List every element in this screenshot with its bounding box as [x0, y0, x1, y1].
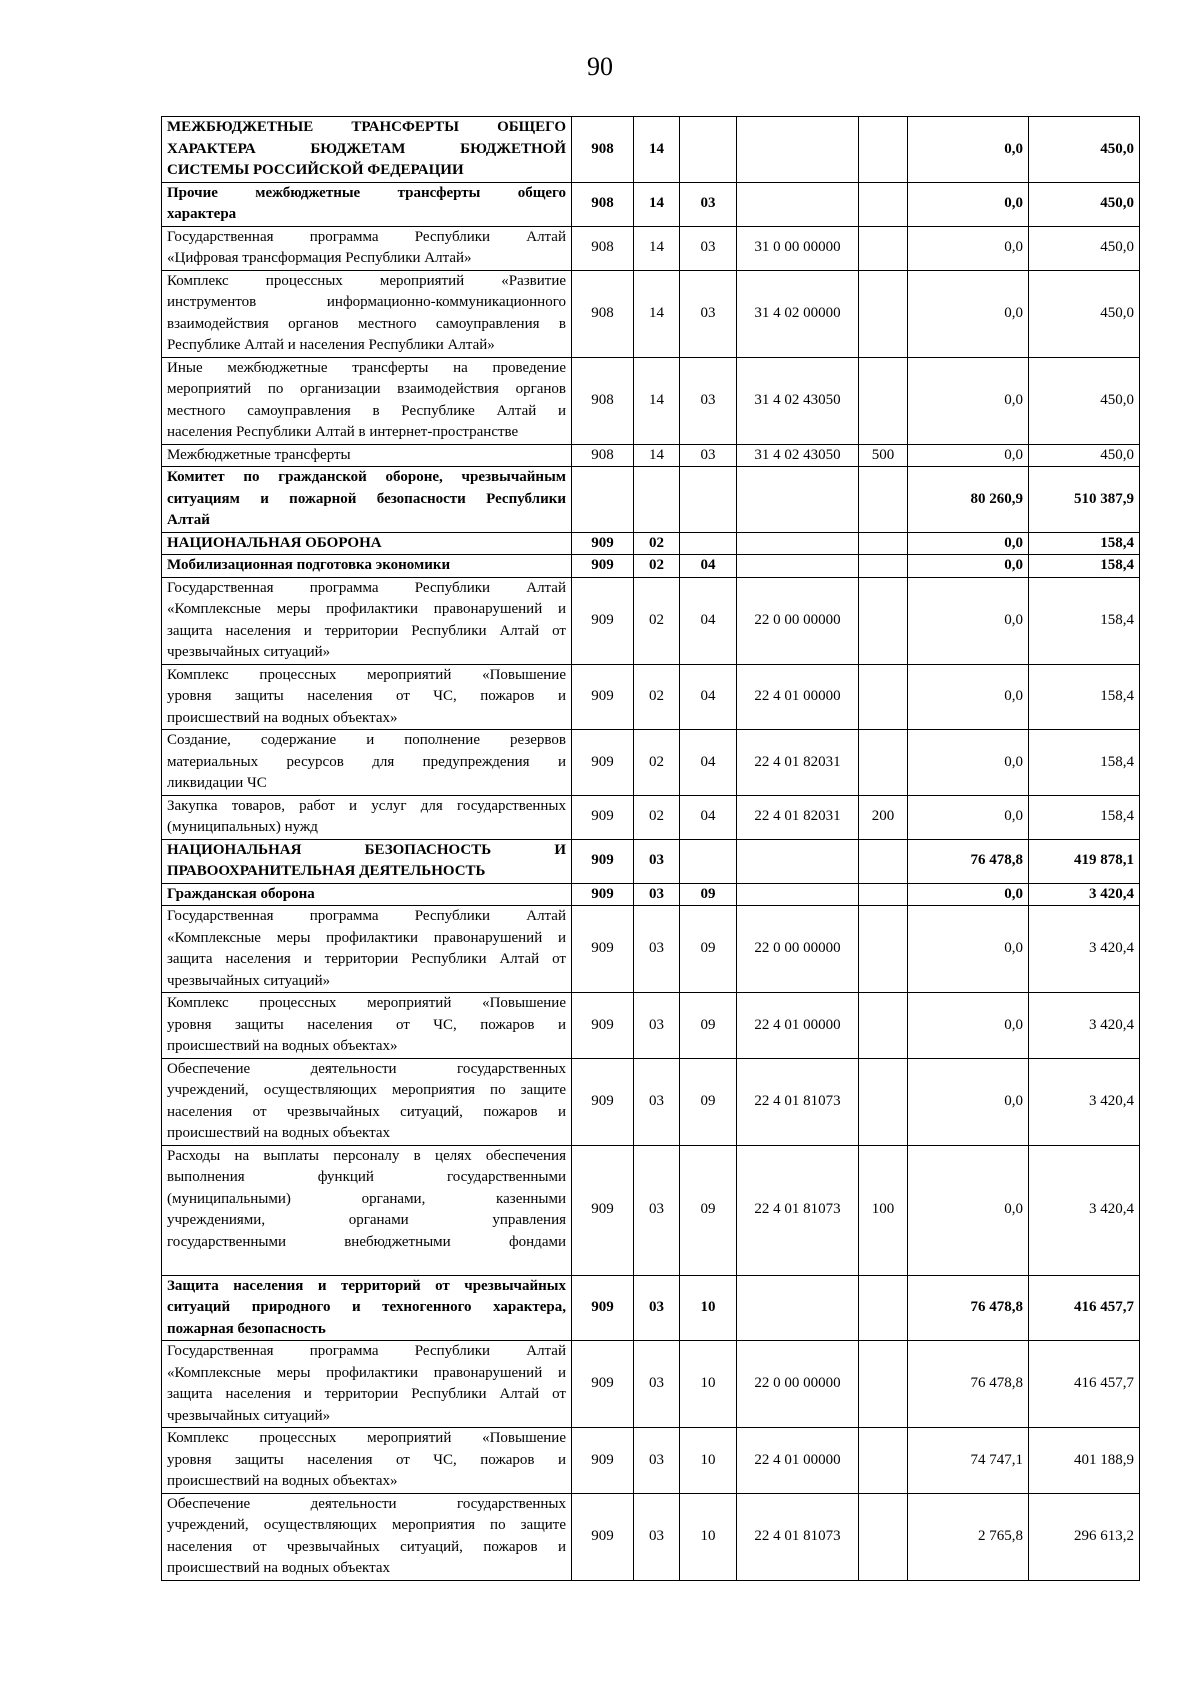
row-name — [162, 532, 572, 555]
row-gr: 909 — [572, 1145, 634, 1275]
row-name-line: Гражданская оборона — [167, 885, 315, 902]
row-pr: 10 — [680, 1341, 737, 1428]
row-rz: 03 — [634, 883, 680, 906]
row-value-2024: 0,0 — [908, 993, 1029, 1059]
row-value-2025: 3 420,4 — [1029, 1145, 1140, 1275]
row-name-line: происшествий на водных объектах — [167, 1125, 391, 1141]
row-name-line: ликвидации ЧС — [167, 775, 267, 791]
row-vr — [859, 1493, 908, 1580]
row-pr: 09 — [680, 883, 737, 906]
row-value-2024: 0,0 — [908, 1145, 1029, 1275]
row-name-line: учреждений, осуществляющих мероприятия по защите — [167, 1517, 566, 1533]
row-csr: 31 4 02 00000 — [737, 270, 859, 357]
row-rz: 14 — [634, 226, 680, 270]
row-gr: 908 — [572, 226, 634, 270]
row-gr: 909 — [572, 1058, 634, 1145]
row-name-line: Республике Алтай и населения Республики Алтай» — [167, 337, 495, 353]
row-name-line: Прочие межбюджетные трансферты общего — [167, 184, 566, 201]
row-value-2024: 76 478,8 — [908, 1275, 1029, 1341]
row-rz: 03 — [634, 839, 680, 883]
row-rz: 02 — [634, 795, 680, 839]
row-rz: 03 — [634, 906, 680, 993]
row-value-2025: 450,0 — [1029, 226, 1140, 270]
row-name-line — [167, 1253, 566, 1275]
row-gr: 909 — [572, 1275, 634, 1341]
row-value-2024: 0,0 — [908, 1058, 1029, 1145]
row-rz: 03 — [634, 1341, 680, 1428]
row-gr: 909 — [572, 1428, 634, 1494]
row-csr: 22 4 01 00000 — [737, 664, 859, 730]
row-rz: 14 — [634, 270, 680, 357]
row-name-line: Межбюджетные трансферты — [167, 446, 351, 463]
row-csr: 31 0 00 00000 — [737, 226, 859, 270]
row-name-line: Государственная программа Республики Алтай — [167, 908, 566, 924]
row-name-line: Комплекс процессных мероприятий «Повышение — [167, 1430, 566, 1446]
row-pr: 09 — [680, 1145, 737, 1275]
table-row — [162, 532, 1140, 555]
row-name-line: «Комплексные меры профилактики правонарушений и — [167, 601, 566, 617]
row-name-line: уровня защиты населения от ЧС, пожаров и — [167, 1016, 566, 1033]
row-vr — [859, 883, 908, 906]
row-vr — [859, 182, 908, 226]
row-csr — [737, 555, 859, 578]
row-name-line: Государственная программа Республики Алтай — [167, 579, 566, 596]
row-vr — [859, 906, 908, 993]
row-name-line: «Цифровая трансформация Республики Алтай» — [167, 250, 472, 266]
row-name-line: материальных ресурсов для предупреждения и — [167, 753, 566, 770]
row-csr — [737, 883, 859, 906]
row-gr: 909 — [572, 993, 634, 1059]
row-name — [162, 883, 572, 906]
row-rz: 03 — [634, 1493, 680, 1580]
row-rz: 14 — [634, 357, 680, 444]
row-pr — [680, 467, 737, 533]
row-csr: 22 4 01 00000 — [737, 1428, 859, 1494]
row-pr — [680, 532, 737, 555]
row-rz: 03 — [634, 993, 680, 1059]
row-name-line: НАЦИОНАЛЬНАЯ БЕЗОПАСНОСТЬ И — [167, 841, 566, 858]
row-vr: 500 — [859, 444, 908, 467]
row-name — [162, 993, 572, 1059]
row-value-2025: 158,4 — [1029, 577, 1140, 664]
row-name — [162, 1275, 572, 1341]
row-vr — [859, 1341, 908, 1428]
row-name-line: учреждениями, органами управления — [167, 1212, 566, 1228]
row-vr — [859, 730, 908, 796]
row-value-2025: 158,4 — [1029, 532, 1140, 555]
row-vr — [859, 577, 908, 664]
row-value-2025: 401 188,9 — [1029, 1428, 1140, 1494]
table-row — [162, 993, 1140, 1059]
row-name-line: населения от чрезвычайных ситуаций, пожаров и — [167, 1103, 566, 1120]
row-rz: 02 — [634, 532, 680, 555]
row-value-2024: 0,0 — [908, 444, 1029, 467]
row-name — [162, 1058, 572, 1145]
row-rz: 02 — [634, 730, 680, 796]
row-value-2025: 450,0 — [1029, 182, 1140, 226]
row-name-line: Государственная программа Республики Алтай — [167, 228, 566, 245]
row-name-line: населения Республики Алтай в интернет-пространстве — [167, 424, 519, 440]
row-rz: 14 — [634, 117, 680, 183]
row-value-2024: 0,0 — [908, 883, 1029, 906]
page-number: 90 — [587, 52, 613, 81]
row-value-2024: 76 478,8 — [908, 839, 1029, 883]
row-name-line: Комитет по гражданской обороне, чрезвычайным — [167, 469, 566, 485]
row-csr: 22 4 01 81073 — [737, 1493, 859, 1580]
row-name — [162, 182, 572, 226]
row-vr — [859, 1428, 908, 1494]
row-name-line: (муниципальных) нужд — [167, 819, 318, 835]
row-pr: 10 — [680, 1275, 737, 1341]
row-value-2025: 450,0 — [1029, 444, 1140, 467]
row-vr — [859, 1275, 908, 1341]
row-name-line: инструментов информационно-коммуникационного — [167, 294, 566, 310]
row-value-2024: 80 260,9 — [908, 467, 1029, 533]
budget-table — [161, 116, 1140, 1581]
row-name — [162, 555, 572, 578]
row-csr: 22 4 01 81073 — [737, 1145, 859, 1275]
row-value-2025: 158,4 — [1029, 795, 1140, 839]
table-row — [162, 883, 1140, 906]
row-name-line: населения от чрезвычайных ситуаций, пожаров и — [167, 1538, 566, 1555]
row-name-line: происшествий на водных объектах» — [167, 1038, 398, 1054]
row-gr: 909 — [572, 1493, 634, 1580]
row-value-2024: 0,0 — [908, 357, 1029, 444]
table-row — [162, 1493, 1140, 1580]
row-name-line: СИСТЕМЫ РОССИЙСКОЙ ФЕДЕРАЦИИ — [167, 162, 464, 178]
row-name-line: выполнения функций государственными — [167, 1169, 566, 1185]
row-gr: 909 — [572, 795, 634, 839]
row-rz: 02 — [634, 577, 680, 664]
row-csr: 22 0 00 00000 — [737, 577, 859, 664]
row-gr: 909 — [572, 555, 634, 578]
row-vr — [859, 555, 908, 578]
row-value-2024: 0,0 — [908, 270, 1029, 357]
row-csr — [737, 182, 859, 226]
row-value-2024: 0,0 — [908, 555, 1029, 578]
row-gr: 909 — [572, 664, 634, 730]
row-gr: 908 — [572, 444, 634, 467]
row-name — [162, 357, 572, 444]
row-pr: 03 — [680, 182, 737, 226]
row-gr: 909 — [572, 577, 634, 664]
row-name-line: чрезвычайных ситуаций» — [167, 972, 331, 989]
table-row — [162, 577, 1140, 664]
row-vr — [859, 993, 908, 1059]
row-vr — [859, 664, 908, 730]
row-rz — [634, 467, 680, 533]
row-csr — [737, 532, 859, 555]
row-pr: 04 — [680, 795, 737, 839]
table-row — [162, 357, 1140, 444]
row-pr: 03 — [680, 444, 737, 467]
row-name-line: ситуаций природного и техногенного характера, — [167, 1299, 566, 1315]
row-name — [162, 270, 572, 357]
row-csr: 22 4 01 81073 — [737, 1058, 859, 1145]
row-value-2025: 416 457,7 — [1029, 1341, 1140, 1428]
row-value-2024: 0,0 — [908, 795, 1029, 839]
row-name-line: уровня защиты населения от ЧС, пожаров и — [167, 688, 566, 704]
row-name-line: «Комплексные меры профилактики правонарушений и — [167, 1364, 566, 1381]
row-name-line: Комплекс процессных мероприятий «Повышение — [167, 666, 566, 683]
row-rz: 02 — [634, 555, 680, 578]
row-value-2024: 0,0 — [908, 906, 1029, 993]
row-name-line: ПРАВООХРАНИТЕЛЬНАЯ ДЕЯТЕЛЬНОСТЬ — [167, 863, 486, 879]
row-csr: 22 4 01 82031 — [737, 730, 859, 796]
row-value-2025: 3 420,4 — [1029, 906, 1140, 993]
row-value-2024: 2 765,8 — [908, 1493, 1029, 1580]
row-name — [162, 730, 572, 796]
row-vr — [859, 117, 908, 183]
row-name-line: взаимодействия органов местного самоуправления в — [167, 315, 566, 332]
row-name-line: защита населения и территории Республики Алтай от — [167, 622, 566, 639]
row-name — [162, 467, 572, 533]
row-rz: 14 — [634, 182, 680, 226]
table-row — [162, 226, 1140, 270]
row-name — [162, 906, 572, 993]
row-gr — [572, 467, 634, 533]
row-value-2025: 158,4 — [1029, 555, 1140, 578]
row-value-2024: 0,0 — [908, 182, 1029, 226]
row-gr: 909 — [572, 1341, 634, 1428]
row-gr: 908 — [572, 117, 634, 183]
row-vr — [859, 270, 908, 357]
row-name — [162, 1428, 572, 1494]
row-name — [162, 117, 572, 183]
row-value-2025: 510 387,9 — [1029, 467, 1140, 533]
row-vr — [859, 532, 908, 555]
row-name-line: Алтай — [167, 512, 210, 528]
table-row — [162, 1341, 1140, 1428]
row-name-line: мероприятий по организации взаимодействия органов — [167, 381, 566, 397]
row-pr: 09 — [680, 993, 737, 1059]
row-name — [162, 1341, 572, 1428]
row-name — [162, 1145, 572, 1275]
row-value-2025: 158,4 — [1029, 730, 1140, 796]
row-pr: 10 — [680, 1493, 737, 1580]
row-name-line: местного самоуправления в Республике Алтай и — [167, 402, 566, 419]
row-name-line: характера — [167, 206, 237, 222]
row-name — [162, 226, 572, 270]
row-pr: 04 — [680, 730, 737, 796]
row-value-2024: 76 478,8 — [908, 1341, 1029, 1428]
table-row — [162, 117, 1140, 183]
row-csr — [737, 117, 859, 183]
row-name-line: (муниципальными) органами, казенными — [167, 1190, 566, 1207]
row-name-line: Закупка товаров, работ и услуг для государственных — [167, 797, 566, 814]
row-value-2024: 0,0 — [908, 730, 1029, 796]
row-csr: 22 4 01 82031 — [737, 795, 859, 839]
row-value-2025: 416 457,7 — [1029, 1275, 1140, 1341]
row-name-line: учреждений, осуществляющих мероприятия по защите — [167, 1082, 566, 1098]
row-rz: 14 — [634, 444, 680, 467]
row-pr: 09 — [680, 1058, 737, 1145]
table-row — [162, 1058, 1140, 1145]
row-value-2024: 0,0 — [908, 664, 1029, 730]
row-name — [162, 839, 572, 883]
table-row — [162, 467, 1140, 533]
table-row — [162, 1428, 1140, 1494]
row-value-2025: 3 420,4 — [1029, 993, 1140, 1059]
row-value-2025: 158,4 — [1029, 664, 1140, 730]
row-gr: 909 — [572, 730, 634, 796]
row-csr: 31 4 02 43050 — [737, 444, 859, 467]
row-pr: 03 — [680, 270, 737, 357]
row-pr: 03 — [680, 226, 737, 270]
row-rz: 03 — [634, 1145, 680, 1275]
row-rz: 03 — [634, 1058, 680, 1145]
row-vr: 200 — [859, 795, 908, 839]
row-name-line: «Комплексные меры профилактики правонарушений и — [167, 929, 566, 946]
row-vr — [859, 1058, 908, 1145]
row-name-line: происшествий на водных объектах — [167, 1560, 391, 1576]
table-row — [162, 839, 1140, 883]
row-pr: 04 — [680, 555, 737, 578]
row-csr: 22 0 00 00000 — [737, 906, 859, 993]
table-row — [162, 1145, 1140, 1275]
row-name — [162, 795, 572, 839]
row-name-line: МЕЖБЮДЖЕТНЫЕ ТРАНСФЕРТЫ ОБЩЕГО — [167, 119, 566, 135]
row-value-2024: 74 747,1 — [908, 1428, 1029, 1494]
table-row — [162, 730, 1140, 796]
row-name-line: происшествий на водных объектах» — [167, 709, 398, 726]
row-name-line: Создание, содержание и пополнение резервов — [167, 732, 566, 748]
row-name-line: уровня защиты населения от ЧС, пожаров и — [167, 1451, 566, 1468]
row-rz: 03 — [634, 1275, 680, 1341]
row-name-line: НАЦИОНАЛЬНАЯ ОБОРОНА — [167, 534, 382, 551]
row-csr: 31 4 02 43050 — [737, 357, 859, 444]
budget-table-body — [162, 117, 1140, 1581]
row-vr — [859, 467, 908, 533]
row-csr: 22 4 01 00000 — [737, 993, 859, 1059]
row-vr — [859, 357, 908, 444]
table-row — [162, 555, 1140, 578]
row-name-line: Обеспечение деятельности государственных — [167, 1060, 566, 1077]
row-name-line: ситуациям и пожарной безопасности Республики — [167, 490, 566, 507]
row-pr: 10 — [680, 1428, 737, 1494]
row-vr: 100 — [859, 1145, 908, 1275]
row-name — [162, 664, 572, 730]
row-gr: 908 — [572, 270, 634, 357]
row-name-line: Государственная программа Республики Алтай — [167, 1343, 566, 1359]
row-name-line: ХАРАКТЕРА БЮДЖЕТАМ БЮДЖЕТНОЙ — [167, 140, 566, 157]
row-value-2024: 0,0 — [908, 117, 1029, 183]
row-name-line: Комплекс процессных мероприятий «Развитие — [167, 272, 566, 289]
row-name-line: Мобилизационная подготовка экономики — [167, 557, 451, 573]
table-row — [162, 906, 1140, 993]
table-row — [162, 270, 1140, 357]
row-name-line: государственными внебюджетными фондами — [167, 1233, 566, 1250]
row-value-2025: 296 613,2 — [1029, 1493, 1140, 1580]
row-vr — [859, 839, 908, 883]
row-name — [162, 444, 572, 467]
row-pr: 04 — [680, 577, 737, 664]
row-gr: 909 — [572, 839, 634, 883]
row-value-2024: 0,0 — [908, 577, 1029, 664]
row-csr: 22 0 00 00000 — [737, 1341, 859, 1428]
table-row — [162, 664, 1140, 730]
row-value-2025: 450,0 — [1029, 357, 1140, 444]
row-csr — [737, 467, 859, 533]
row-name-line: чрезвычайных ситуаций» — [167, 1407, 331, 1424]
row-value-2024: 0,0 — [908, 532, 1029, 555]
row-gr: 909 — [572, 906, 634, 993]
row-name-line: пожарная безопасность — [167, 1320, 326, 1337]
row-value-2025: 3 420,4 — [1029, 1058, 1140, 1145]
row-name-line: Обеспечение деятельности государственных — [167, 1495, 566, 1512]
table-row — [162, 444, 1140, 467]
row-value-2025: 419 878,1 — [1029, 839, 1140, 883]
row-pr — [680, 839, 737, 883]
row-pr: 09 — [680, 906, 737, 993]
row-name-line: защита населения и территории Республики Алтай от — [167, 1386, 566, 1402]
row-gr: 909 — [572, 532, 634, 555]
row-pr: 03 — [680, 357, 737, 444]
row-vr — [859, 226, 908, 270]
row-name — [162, 1493, 572, 1580]
row-value-2025: 450,0 — [1029, 117, 1140, 183]
row-pr: 04 — [680, 664, 737, 730]
row-name-line: защита населения и территории Республики Алтай от — [167, 951, 566, 967]
row-name-line: Защита населения и территорий от чрезвычайных — [167, 1277, 566, 1294]
row-gr: 909 — [572, 883, 634, 906]
row-rz: 03 — [634, 1428, 680, 1494]
row-gr: 908 — [572, 182, 634, 226]
row-csr — [737, 839, 859, 883]
row-csr — [737, 1275, 859, 1341]
table-row — [162, 1275, 1140, 1341]
table-row — [162, 795, 1140, 839]
row-gr: 908 — [572, 357, 634, 444]
row-name-line: Комплекс процессных мероприятий «Повышение — [167, 995, 566, 1011]
table-row — [162, 182, 1140, 226]
row-name — [162, 577, 572, 664]
row-name-line: чрезвычайных ситуаций» — [167, 644, 331, 660]
row-name-line: происшествий на водных объектах» — [167, 1473, 398, 1489]
row-value-2025: 450,0 — [1029, 270, 1140, 357]
row-rz: 02 — [634, 664, 680, 730]
row-name-line: Расходы на выплаты персоналу в целях обеспечения — [167, 1147, 566, 1164]
row-value-2025: 3 420,4 — [1029, 883, 1140, 906]
row-name-line: Иные межбюджетные трансферты на проведение — [167, 359, 566, 376]
row-pr — [680, 117, 737, 183]
row-value-2024: 0,0 — [908, 226, 1029, 270]
